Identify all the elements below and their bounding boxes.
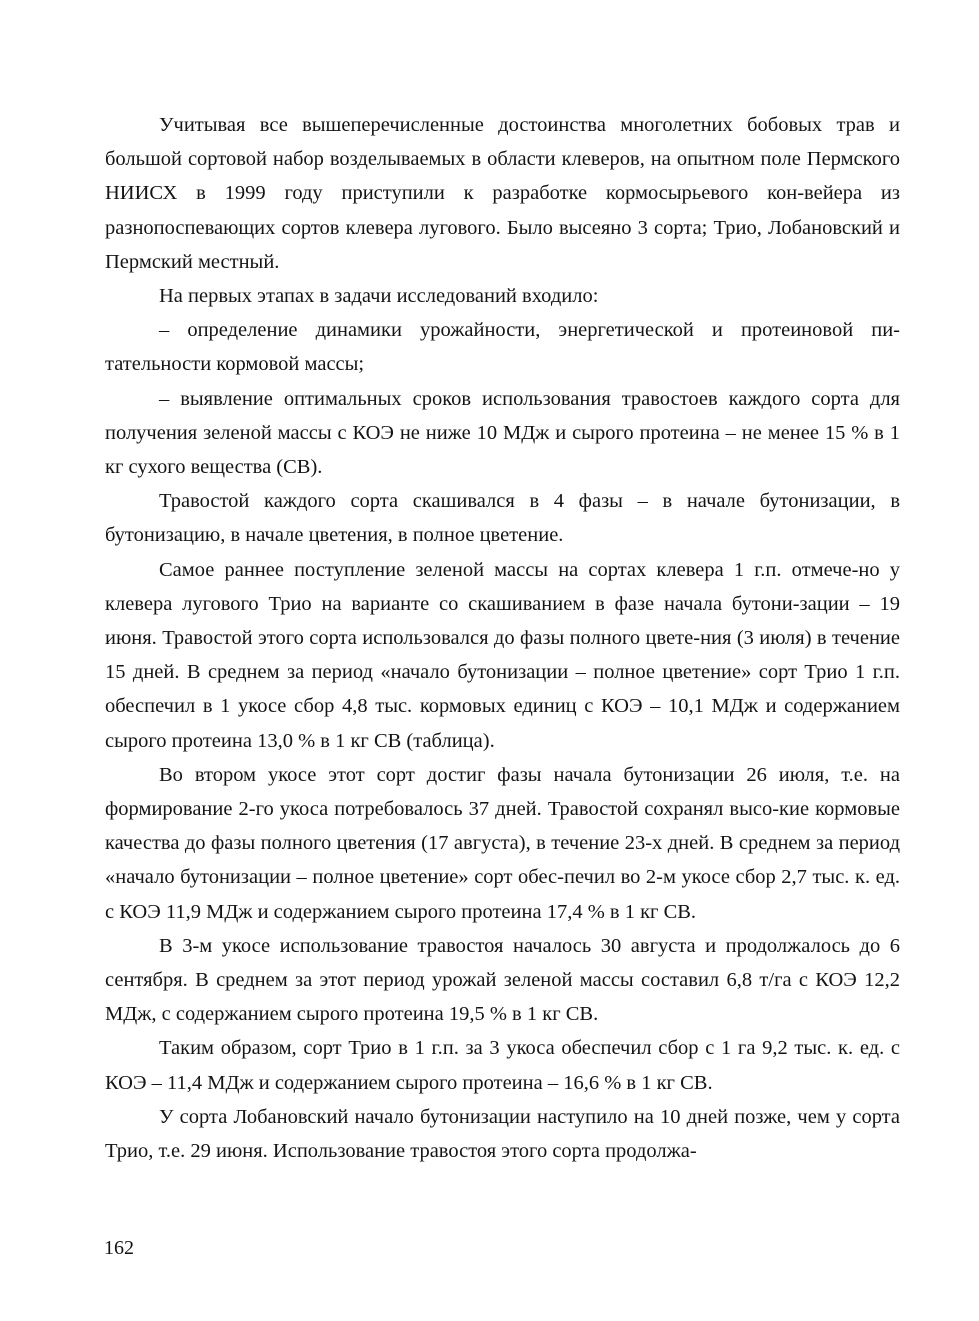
paragraph-task-dynamics: – определение динамики урожайности, энергетической и протеиновой пи-тательности кормовой массы; bbox=[105, 319, 900, 376]
paragraph-trio-second-cut: Во втором укосе этот сорт достиг фазы начала бутонизации 26 июля, т.е. на формирование 2-го укоса потребовалось 37 дней. Травостой сохранял высо-кие кормовые качества до фазы полного цветения (17 августа), в течение 23-х дней. В среднем за период «начало бутонизации – полное цветение» сорт обес-печил во 2-м укосе сбор 2,7 тыс. к. ед. с КОЭ 11,9 МДж и содержанием сырого протеина 17,4 % в 1 кг СВ. bbox=[105, 763, 900, 923]
body-text bbox=[105, 108, 900, 1168]
paragraph-tasks-heading: На первых этапах в задачи исследований входило: bbox=[159, 285, 599, 308]
paragraph-trio-first-cut: Самое раннее поступление зеленой массы на сортах клевера 1 г.п. отмече-но у клевера лугового Трио на варианте со скашиванием в фазе начала бутони-зации – 19 июня. Травостой этого сорта использовался до фазы полного цвете-ния (3 июля) в течение 15 дней. В среднем за период «начало бутонизации – полное цветение» сорт Трио 1 г.п. обеспечил в 1 укосе сбор 4,8 тыс. кормовых единиц с КОЭ – 10,1 МДж и содержанием сырого протеина 13,0 % в 1 кг СВ (таблица). bbox=[105, 558, 900, 752]
paragraph-trio-third-cut: В 3-м укосе использование травостоя началось 30 августа и продолжалось до 6 сентября. В среднем за этот период урожай зеленой массы составил 6,8 т/га с КОЭ 12,2 МДж, с содержанием сырого протеина 19,5 % в 1 кг СВ. bbox=[105, 934, 900, 1026]
page-number: 162 bbox=[104, 1237, 134, 1259]
paragraph-task-terms: – выявление оптимальных сроков использования травостоев каждого сорта для получения зеленой массы с КОЭ не ниже 10 МДж и сырого протеина – не менее 15 % в 1 кг сухого вещества (СВ). bbox=[105, 387, 900, 479]
paragraph-trio-summary: Таким образом, сорт Трио в 1 г.п. за 3 укоса обеспечил сбор с 1 га 9,2 тыс. к. ед. с КОЭ – 11,4 МДж и содержанием сырого протеина – 16,6 % в 1 кг СВ. bbox=[105, 1037, 900, 1094]
paragraph-lobanovsky: У сорта Лобановский начало бутонизации наступило на 10 дней позже, чем у сорта Трио, т.е. 29 июня. Использование травостоя этого сорта продолжа- bbox=[105, 1105, 900, 1163]
paragraph-mowing-phases: Травостой каждого сорта скашивался в 4 фазы – в начале бутонизации, в бутонизацию, в начале цветения, в полное цветение. bbox=[105, 490, 900, 547]
paragraph-intro: Учитывая все вышеперечисленные достоинства многолетних бобовых трав и большой сортовой набор возделываемых в области клеверов, на опытном поле Пермского НИИСХ в 1999 году приступили к разработке кормосырьевого кон-вейера из разнопоспевающих сортов клевера лугового. Было высеяно 3 сорта; Трио, Лобановский и Пермский местный. bbox=[105, 114, 900, 273]
